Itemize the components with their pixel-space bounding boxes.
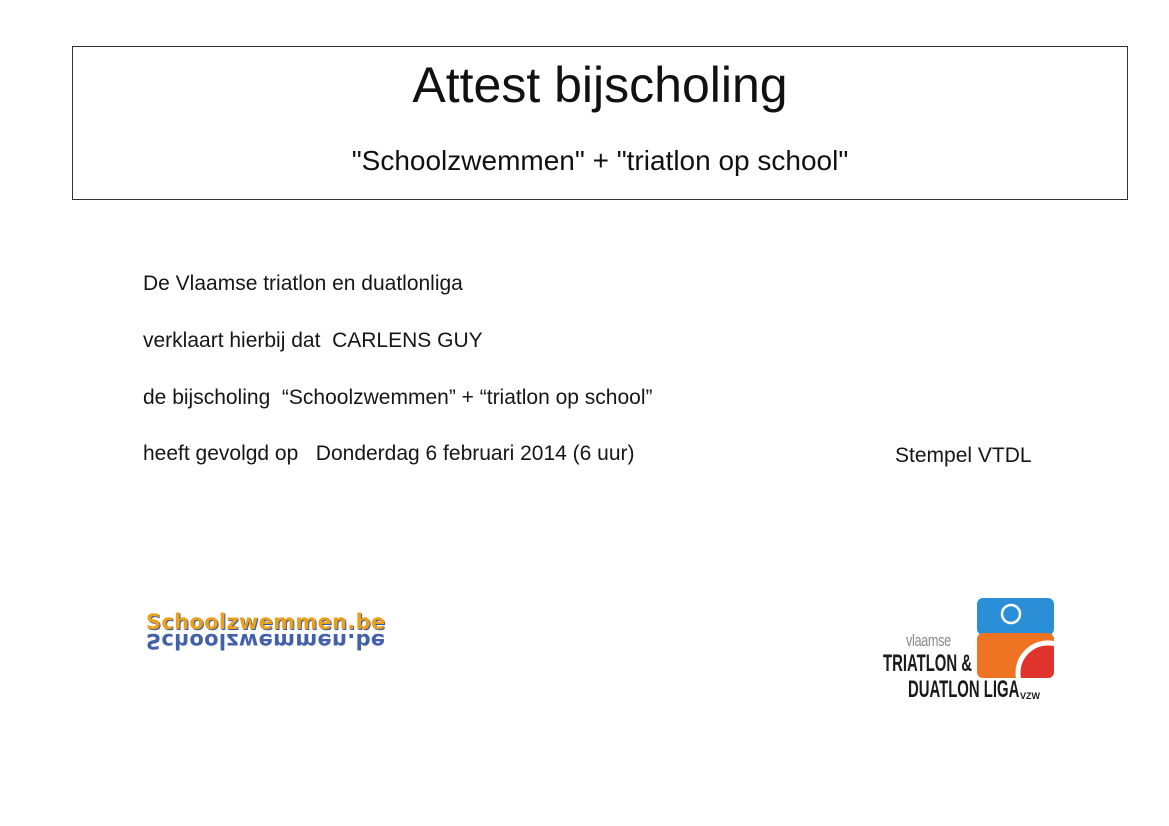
stamp-label: Stempel VTDL — [895, 444, 1032, 467]
issuer-line: De Vlaamse triatlon en duatlonliga — [143, 272, 463, 295]
vtdl-vzw-text: VZW — [1020, 691, 1040, 701]
date-line: heeft gevolgd op Donderdag 6 februari 2014 (6 uur) — [143, 442, 635, 465]
vtdl-duatlon-text: DUATLON LIGA — [908, 676, 1020, 703]
schoolzwemmen-logo-text: Schoolzwemmen.be — [146, 610, 386, 634]
schoolzwemmen-logo — [146, 611, 406, 653]
vtdl-vlaamse-text: vlaamse — [906, 631, 951, 650]
title-box — [72, 46, 1128, 200]
vtdl-logo-text — [880, 597, 1060, 707]
page-subtitle: "Schoolzwemmen" + "triatlon op school" — [351, 145, 849, 176]
schoolzwemmen-logo-reflection: Schoolzwemmen.be — [146, 629, 386, 653]
vtdl-logo — [880, 597, 1060, 707]
page-title: Attest bijscholing — [412, 57, 788, 113]
course-line: de bijscholing “Schoolzwemmen” + “triatlon op school” — [143, 386, 653, 409]
vtdl-triatlon-text: TRIATLON & — [883, 650, 972, 677]
declaration-line: verklaart hierbij dat CARLENS GUY — [143, 329, 483, 352]
